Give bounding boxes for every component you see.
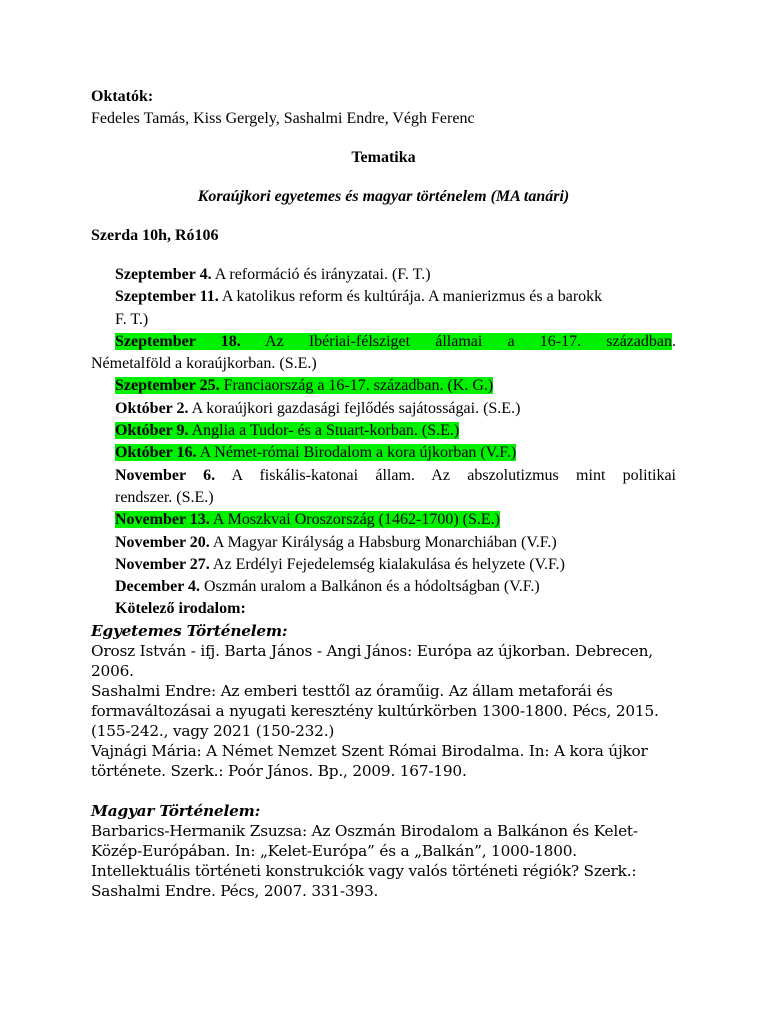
schedule-topic: Oszmán uralom a Balkánon és a hódoltságban (V.F.) xyxy=(204,578,540,596)
schedule-item xyxy=(115,442,676,464)
schedule-item-continuation: rendszer. (S.E.) xyxy=(115,488,214,506)
schedule-topic: A fiskális-katonai állam. Az abszolutizmus mint politikai xyxy=(231,466,676,484)
schedule-date: November 20. xyxy=(115,533,210,551)
schedule-topic: A Moszkvai Oroszország (1462-1700) (S.E.) xyxy=(212,511,500,529)
required-reading-label: Kötelező irodalom: xyxy=(115,600,246,618)
schedule-date: November 13. xyxy=(115,511,210,529)
literature-entry: Barbarics-Hermanik Zsuzsa: Az Oszmán Birodalom a Balkánon és Kelet-Közép-Európában. In: „Kelet-Európa” és a „Balkán”, 1000-1800. Intellektuális történeti konstrukciók vagy valós történeti régiók? Szerk.: Sashalmi Endre. Pécs, 2007. 331-393. xyxy=(91,821,638,900)
time-place: Szerda 10h, Ró106 xyxy=(91,227,219,244)
schedule-date: November 6. xyxy=(115,466,216,484)
schedule-item-continuation: Németalföld a koraújkorban. (S.E.) xyxy=(91,355,317,373)
schedule-topic: Az Ibériai-félsziget államai a 16-17. században xyxy=(265,332,672,350)
course-subtitle: Koraújkori egyetemes és magyar történelem (MA tanári) xyxy=(197,188,570,205)
schedule-topic: A koraújkori gazdasági fejlődés sajátosságai. (S.E.) xyxy=(191,399,521,417)
schedule-list xyxy=(91,264,676,621)
literature-entry: Vajnági Mária: A Német Nemzet Szent Római Birodalma. In: A kora újkor története. Szerk.: Poór János. Bp., 2009. 167-190. xyxy=(91,741,648,780)
instructors-heading: Oktatók: xyxy=(91,88,154,105)
document-title: Tematika xyxy=(351,149,416,166)
schedule-topic: Franciaország a 16-17. században. (K. G.) xyxy=(223,377,494,395)
schedule-item xyxy=(115,509,676,531)
schedule-date: Október 2. xyxy=(115,399,189,417)
instructors-names: Fedeles Tamás, Kiss Gergely, Sashalmi Endre, Végh Ferenc xyxy=(91,110,475,127)
hungarian-history-heading: Magyar Történelem: xyxy=(91,801,261,820)
schedule-topic: Anglia a Tudor- és a Stuart-korban. (S.E.) xyxy=(191,422,460,440)
schedule-item xyxy=(115,264,676,286)
literature-section xyxy=(91,621,676,901)
schedule-item-continuation: F. T.) xyxy=(115,310,149,328)
schedule-date: Október 16. xyxy=(115,444,197,462)
schedule-topic: A reformáció és irányzatai. (F. T.) xyxy=(214,266,431,283)
schedule-item xyxy=(115,576,676,598)
document-page xyxy=(91,86,676,901)
literature-entry: Orosz István - ifj. Barta János - Angi János: Európa az újkorban. Debrecen, 2006. xyxy=(91,641,653,680)
schedule-date: Október 9. xyxy=(115,422,189,440)
schedule-topic: A Német-római Birodalom a kora újkorban (V.F.) xyxy=(199,444,517,462)
schedule-item xyxy=(115,398,676,420)
literature-entry: Sashalmi Endre: Az emberi testtől az óraműig. Az állam metaforái és formaváltozásai a nyugati keresztény kultúrkörben 1300-1800. Pécs, 2015. (155-242., vagy 2021 (150-232.) xyxy=(91,681,659,740)
schedule-date: Szeptember 11. xyxy=(115,288,219,306)
schedule-item xyxy=(115,465,676,487)
schedule-item xyxy=(115,286,676,308)
schedule-item xyxy=(115,532,676,554)
schedule-date: December 4. xyxy=(115,578,200,596)
schedule-item: Szeptember 18. Az Ibériai-félsziget államai a 16-17. században. xyxy=(115,332,676,350)
schedule-item xyxy=(115,554,676,576)
schedule-date: Szeptember 25. xyxy=(115,377,220,395)
schedule-date: Szeptember 18. xyxy=(115,332,241,350)
schedule-item xyxy=(115,420,676,442)
schedule-topic: A Magyar Királyság a Habsburg Monarchiában (V.F.) xyxy=(212,533,557,551)
schedule-item xyxy=(115,375,676,397)
schedule-topic: Az Erdélyi Fejedelemség kialakulása és helyzete (V.F.) xyxy=(212,555,565,573)
schedule-date: November 27. xyxy=(115,555,210,573)
schedule-topic: A katolikus reform és kultúrája. A manierizmus és a barokk xyxy=(221,288,603,306)
schedule-date: Szeptember 4. xyxy=(115,266,212,283)
universal-history-heading: Egyetemes Történelem: xyxy=(91,621,288,640)
